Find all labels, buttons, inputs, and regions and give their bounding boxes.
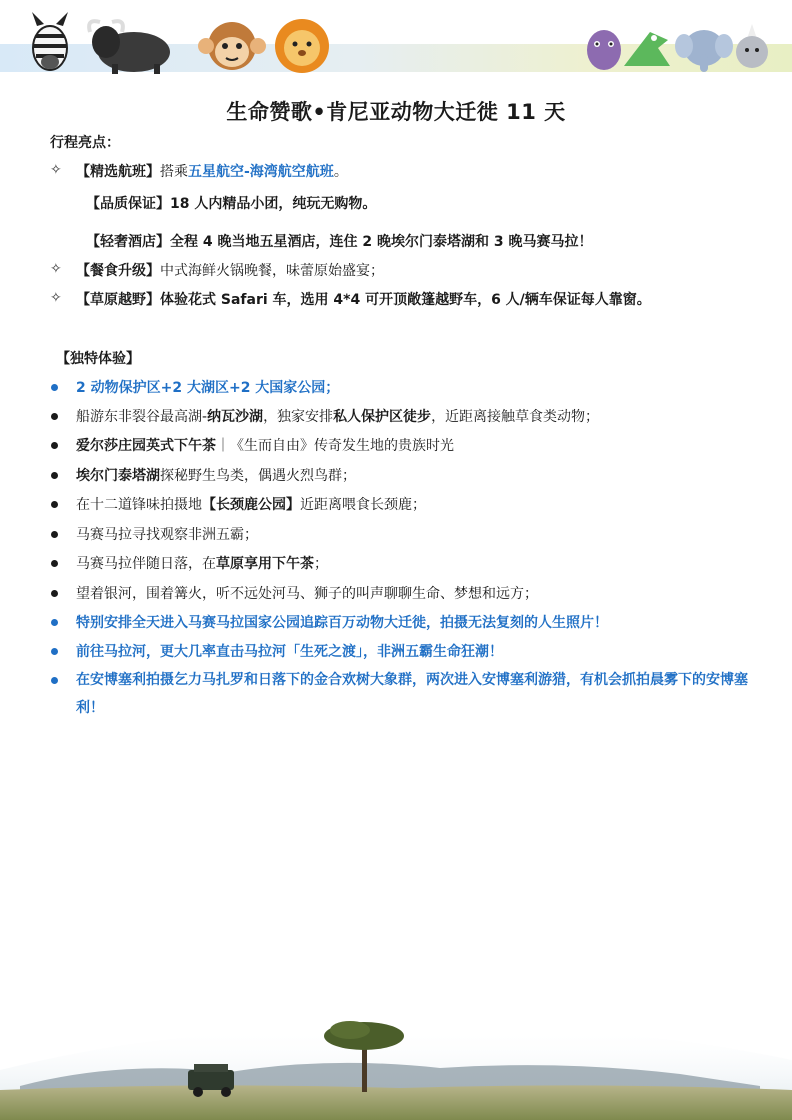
- bullet-dot-icon: [51, 677, 58, 684]
- bullet-dot-icon: [51, 472, 58, 479]
- diamond-bullet-icon: ✧: [50, 290, 62, 306]
- unique-item: 2 动物保护区+2 大湖区+2 大国家公园；: [76, 380, 340, 396]
- diamond-bullet-icon: ✧: [50, 162, 62, 178]
- highlight-quality: 【品质保证】18 人内精品小团，纯玩无购物。: [86, 196, 377, 212]
- crocodile-icon: [624, 32, 670, 66]
- bullet-dot-icon: [51, 384, 58, 391]
- unique-item: 前往马拉河，更大几率直击马拉河「生死之渡」，非洲五霸生命狂潮！: [76, 644, 503, 660]
- bullet-dot-icon: [51, 648, 58, 655]
- highlight-flight: 【精选航班】搭乘五星航空-海湾航空航班。: [76, 164, 348, 180]
- unique-item: 船游东非裂谷最高湖-纳瓦沙湖，独家安排私人保护区徒步，近距离接触草食类动物；: [76, 409, 600, 425]
- highlight-hotel: 【轻奢酒店】全程 4 晚当地五星酒店，连住 2 晚埃尔门泰塔湖和 3 晚马赛马拉！: [86, 234, 593, 250]
- unique-item: 埃尔门泰塔湖探秘野生鸟类，偶遇火烈鸟群；: [76, 468, 356, 484]
- unique-item: 马赛马拉伴随日落，在草原享用下午茶；: [76, 556, 328, 572]
- unique-item: 马赛马拉寻找观察非洲五霸；: [76, 527, 258, 543]
- bullet-dot-icon: [51, 560, 58, 567]
- bullet-dot-icon: [51, 442, 58, 449]
- unique-item: 在十二道锋味拍摄地【长颈鹿公园】近距离喂食长颈鹿；: [76, 497, 426, 513]
- header-animals-right: [584, 18, 774, 74]
- header-animals-left: [28, 8, 348, 74]
- bullet-dot-icon: [51, 531, 58, 538]
- buffalo-icon: [89, 21, 170, 74]
- highlights-heading: 行程亮点：: [50, 135, 120, 151]
- monkey-icon: [198, 22, 266, 70]
- zebra-icon: [32, 12, 68, 70]
- savanna-scene-image: [0, 990, 792, 1120]
- highlight-safari: 【草原越野】体验花式 Safari 车，选用 4*4 可开顶敞篷越野车，6 人/辆车保证每人靠窗。: [76, 292, 651, 308]
- bullet-dot-icon: [51, 413, 58, 420]
- page-title: 生命赞歌•肯尼亚动物大迁徙 11 天: [226, 100, 566, 124]
- unique-item: 特别安排全天进入马赛马拉国家公园追踪百万动物大迁徙，拍摄无法复刻的人生照片！: [76, 615, 608, 631]
- bullet-dot-icon: [51, 501, 58, 508]
- bullet-dot-icon: [51, 619, 58, 626]
- unique-item: 望着银河，围着篝火，听不远处河马、狮子的叫声聊聊生命、梦想和远方；: [76, 586, 538, 602]
- lion-icon: [275, 19, 329, 73]
- highlight-dining: 【餐食升级】中式海鲜火锅晚餐，味蕾原始盛宴；: [76, 263, 384, 279]
- hippo-icon: [587, 30, 621, 70]
- unique-item: 在安博塞利拍摄乞力马扎罗和日落下的金合欢树大象群，两次进入安博塞利游猎，有机会抓拍晨雾下的安博塞利！: [76, 672, 748, 716]
- elephant-icon: [675, 30, 733, 72]
- unique-item: 爱尔莎庄园英式下午茶｜《生而自由》传奇发生地的贵族时光: [76, 438, 454, 454]
- diamond-bullet-icon: ✧: [50, 261, 62, 277]
- unique-heading: 【独特体验】: [56, 351, 140, 367]
- rhino-icon: [736, 24, 768, 68]
- bullet-dot-icon: [51, 590, 58, 597]
